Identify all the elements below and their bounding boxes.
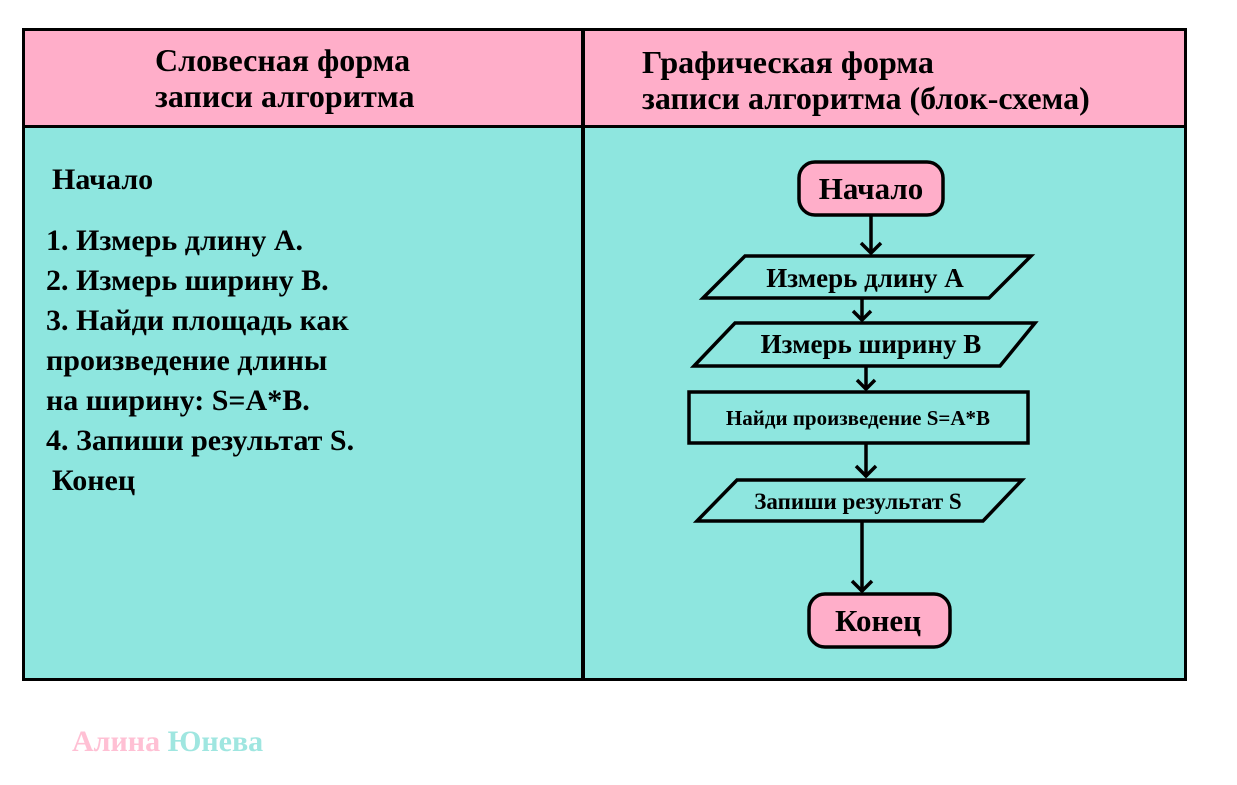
signature-first-name: Алина [72,725,168,758]
header-graphic-line1: Графическая форма [642,44,934,80]
verbal-step-3-formula: на ширину: S=A*B. [46,384,310,417]
verbal-step-2: 2. Измерь ширину В. [46,264,329,297]
header-verbal-line1: Словесная форма [155,42,411,78]
flow-start-label: Начало [818,171,924,206]
flow-end-label: Конец [835,603,921,638]
header-verbal-line2: записи алгоритма [155,78,415,114]
flow-output-label: Запиши результат S [754,489,962,514]
verbal-step-3-cont: произведение длины [46,344,328,377]
header-graphic-line2: записи алгоритма (блок-схема) [642,80,1090,116]
flow-input-width-label: Измерь ширину В [760,329,982,359]
verbal-step-3: 3. Найди площадь как [46,304,349,337]
verbal-step-4: 4. Запиши результат S. [46,424,355,457]
verbal-end: Конец [52,464,136,497]
flow-input-length-label: Измерь длину А [766,263,964,293]
signature-last-name: Юнева [167,725,264,758]
verbal-start: Начало [52,163,154,196]
flow-process-label: Найди произведение S=A*B [725,406,991,430]
verbal-step-1: 1. Измерь длину А. [46,224,304,257]
author-signature [72,725,263,759]
